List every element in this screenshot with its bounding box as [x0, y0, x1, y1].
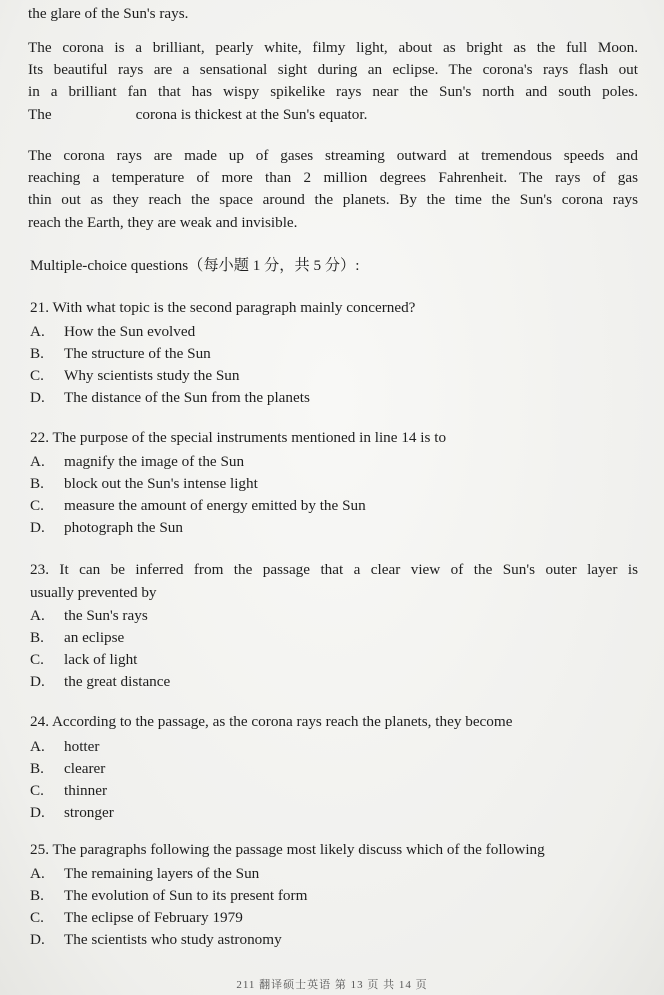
question-24-option-d: D. stronger	[30, 804, 114, 821]
question-22-option-c: C. measure the amount of energy emitted by the Sun	[30, 497, 366, 514]
question-21-option-a: A. How the Sun evolved	[30, 323, 196, 340]
passage-p3-line-4: reach the Earth, they are weak and invisible.	[28, 214, 298, 231]
question-25-stem: 25. The paragraphs following the passage most likely discuss which of the following	[30, 841, 545, 858]
section-heading: Multiple-choice questions（每小题 1 分，共 5 分）:	[30, 257, 360, 274]
passage-p2-line-4-end: corona is thickest at the Sun's equator.	[135, 106, 368, 123]
question-25-option-c: C. The eclipse of February 1979	[30, 909, 243, 926]
passage-top-line: the glare of the Sun's rays.	[28, 5, 189, 22]
passage-p3-line-2: reaching a temperature of more than 2 million degrees Fahrenheit. The rays of gas	[28, 169, 638, 186]
question-22-option-d: D. photograph the Sun	[30, 519, 183, 536]
question-21-option-d: D. The distance of the Sun from the planets	[30, 389, 310, 406]
question-25-option-d: D. The scientists who study astronomy	[30, 931, 282, 948]
question-21-option-b: B. The structure of the Sun	[30, 345, 211, 362]
question-22-option-b: B. block out the Sun's intense light	[30, 475, 258, 492]
question-24-option-c: C. thinner	[30, 782, 108, 799]
passage-p3-line-1: The corona rays are made up of gases streaming outward at tremendous speeds and	[28, 147, 638, 164]
question-23-option-c: C. lack of light	[30, 651, 138, 668]
question-24-option-a: A. hotter	[30, 738, 100, 755]
question-23-option-a: A. the Sun's rays	[30, 607, 148, 624]
passage-p2-line-4	[28, 105, 638, 124]
question-24-option-b: B. clearer	[30, 760, 106, 777]
question-23-option-d: D. the great distance	[30, 673, 171, 690]
question-23-stem-line-1: 23. It can be inferred from the passage that a clear view of the Sun's outer layer is	[30, 561, 638, 578]
page-footer: 211 翻译硕士英语 第 13 页 共 14 页	[236, 979, 428, 991]
question-25-option-b: B. The evolution of Sun to its present form	[30, 887, 308, 904]
question-24-stem: 24. According to the passage, as the corona rays reach the planets, they become	[30, 713, 513, 730]
passage-p2-line-1: The corona is a brilliant, pearly white, filmy light, about as bright as the full Moon.	[28, 39, 638, 56]
question-23-option-b: B. an eclipse	[30, 629, 125, 646]
passage-p2-line-3: in a brilliant fan that has wispy spikelike rays near the Sun's north and south poles.	[28, 83, 638, 100]
passage-p2-line-2: Its beautiful rays are a sensational sight during an eclipse. The corona's rays flash out	[28, 61, 638, 78]
passage-p3-line-3: thin out as they reach the space around the planets. By the time the Sun's corona rays	[28, 191, 638, 208]
question-22-stem: 22. The purpose of the special instruments mentioned in line 14 is to	[30, 429, 447, 446]
question-22-option-a: A. magnify the image of the Sun	[30, 453, 245, 470]
question-21-option-c: C. Why scientists study the Sun	[30, 367, 240, 384]
question-25-option-a: A. The remaining layers of the Sun	[30, 865, 260, 882]
question-21-stem: 21. With what topic is the second paragraph mainly concerned?	[30, 299, 416, 316]
question-23-stem-line-2: usually prevented by	[30, 584, 157, 601]
passage-p2-line-4-start: The	[28, 106, 52, 123]
